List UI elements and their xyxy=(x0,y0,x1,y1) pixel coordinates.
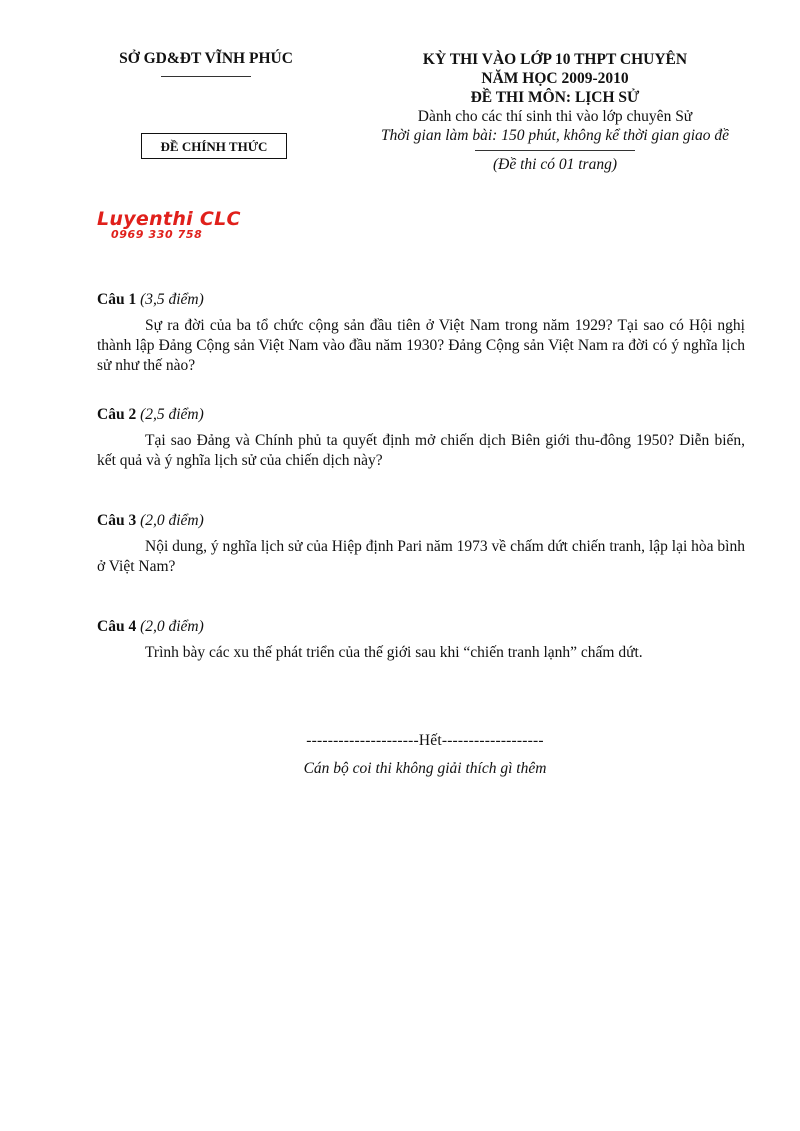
exam-title: KỲ THI VÀO LỚP 10 THPT CHUYÊN xyxy=(422,51,688,68)
left-header xyxy=(95,50,317,77)
question-2 xyxy=(97,405,745,471)
luyenthi-logo xyxy=(97,209,247,241)
question-points: (2,0 điểm) xyxy=(140,512,204,529)
question-points: (2,5 điểm) xyxy=(140,406,204,423)
official-label-box: ĐỀ CHÍNH THỨC xyxy=(141,133,287,159)
subtitle-divider xyxy=(475,150,635,151)
question-1 xyxy=(97,290,745,376)
exam-footer xyxy=(240,731,610,779)
question-label: Câu 1 xyxy=(97,291,137,308)
school-year: NĂM HỌC 2009-2010 xyxy=(481,70,629,87)
question-label: Câu 2 xyxy=(97,406,137,423)
question-label: Câu 3 xyxy=(97,512,137,529)
question-4 xyxy=(97,617,745,663)
department-name: SỞ GD&ĐT VĨNH PHÚC xyxy=(119,50,293,67)
logo-name: Luyenthi CLC xyxy=(97,208,241,230)
exam-subject: ĐỀ THI MÔN: LỊCH SỬ xyxy=(470,89,640,106)
question-points: (2,0 điểm) xyxy=(140,618,204,635)
proctor-note: Cán bộ coi thi không giải thích gì thêm xyxy=(303,760,547,777)
exam-audience: Dành cho các thí sinh thi vào lớp chuyên Sử xyxy=(417,108,693,125)
question-text: Nội dung, ý nghĩa lịch sử của Hiệp định Pari năm 1973 về chấm dứt chiến tranh, lập lại hòa bình ở Việt Nam? xyxy=(97,538,745,575)
header-divider xyxy=(161,76,251,77)
page-note: (Đề thi có 01 trang) xyxy=(493,156,617,173)
question-label: Câu 4 xyxy=(97,618,137,635)
logo-phone: 0969 330 758 xyxy=(111,228,203,241)
question-text: Tại sao Đảng và Chính phủ ta quyết định mở chiến dịch Biên giới thu-đông 1950? Diễn biến, kết quả và ý nghĩa lịch sử của chiến dịch này? xyxy=(97,432,745,469)
question-points: (3,5 điểm) xyxy=(140,291,204,308)
question-text: Sự ra đời của ba tổ chức cộng sản đầu tiên ở Việt Nam trong năm 1929? Tại sao có Hội nghị thành lập Đảng Cộng sản Việt Nam vào đầu năm 1930? Đảng Cộng sản Việt Nam ra đời có ý nghĩa lịch sử như thế nào? xyxy=(97,317,745,374)
question-3 xyxy=(97,511,745,577)
end-marker: ---------------------Hết------------------- xyxy=(306,732,544,749)
right-header xyxy=(350,50,760,174)
time-note: Thời gian làm bài: 150 phút, không kể thời gian giao đề xyxy=(380,127,730,144)
question-text: Trình bày các xu thế phát triển của thế giới sau khi “chiến tranh lạnh” chấm dứt. xyxy=(145,644,643,661)
